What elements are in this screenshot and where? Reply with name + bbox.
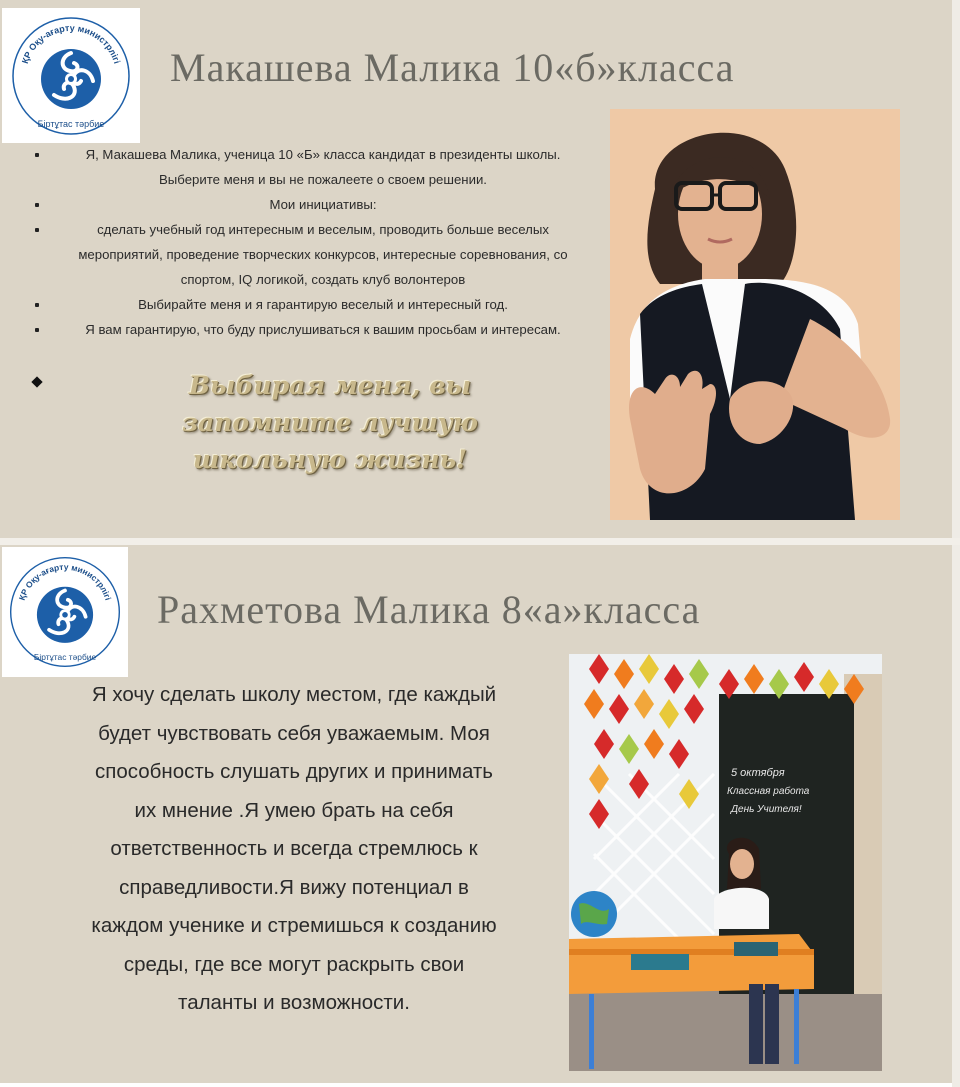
logo-arc-text: ҚР Оқу-ағарту министрлігі: [19, 22, 123, 65]
logo-bottom-text: Біртұтас тәрбие: [37, 118, 105, 129]
blackboard-classwork: Классная работа: [727, 786, 810, 797]
candidate-slide-2: [0, 545, 952, 1083]
slide-divider: [0, 538, 960, 545]
bullet-initiatives-heading: Мои инициативы:: [28, 192, 588, 217]
blackboard-holiday: День Учителя!: [731, 804, 802, 815]
diamond-bullet: [31, 376, 42, 387]
bullet-promise: Выбирайте меня и я гарантирую веселый и интересный год.: [28, 292, 588, 317]
candidate-1-slogan: Выбирая меня, вы запомните лучшую школьную жизнь!: [182, 371, 478, 474]
candidate-1-bullets: [28, 142, 588, 342]
logo-arc-text: ҚР Оқу-ағарту министрлігі: [16, 561, 114, 602]
bullet-intro: Я, Макашева Малика, ученица 10 «Б» класса кандидат в президенты школы. Выберите меня и вы не пожалеете о своем решении.: [28, 142, 588, 192]
ministry-logo: [2, 8, 140, 143]
candidate-2-photo: [569, 654, 882, 1071]
logo-emblem-icon: [8, 13, 134, 139]
candidate-1-photo: [610, 109, 900, 520]
candidate-slide-1: [0, 0, 952, 538]
bullet-initiatives: сделать учебный год интересным и веселым, проводить больше веселых мероприятий, проведение творческих конкурсов, интересные соревнования, со спортом, IQ логикой, создать клуб волонтеров: [28, 217, 588, 292]
blackboard-date: 5 октября: [731, 767, 785, 779]
candidate-1-title: Макашева Малика 10«б»класса: [170, 45, 735, 90]
bullet-guarantee: Я вам гарантирую, что буду прислушиваться к вашим просьбам и интересам.: [28, 317, 588, 342]
logo-bottom-text: Біртұтас тәрбие: [33, 651, 97, 662]
candidate-2-title: Рахметова Малика 8«а»класса: [157, 587, 701, 632]
ministry-logo: [2, 547, 128, 677]
logo-emblem-icon: [6, 553, 124, 671]
candidate-2-statement: Я хочу сделать школу местом, где каждый будет чувствовать себя уважаемым. Моя способность слушать других и принимать их мнение .Я умею брать на себя ответственность и всегда стремлюсь к справедливости.Я вижу потенциал в каждом ученике и стремишься к созданию среды, где все могут раскрыть свои таланты и возможности.: [91, 683, 497, 1014]
